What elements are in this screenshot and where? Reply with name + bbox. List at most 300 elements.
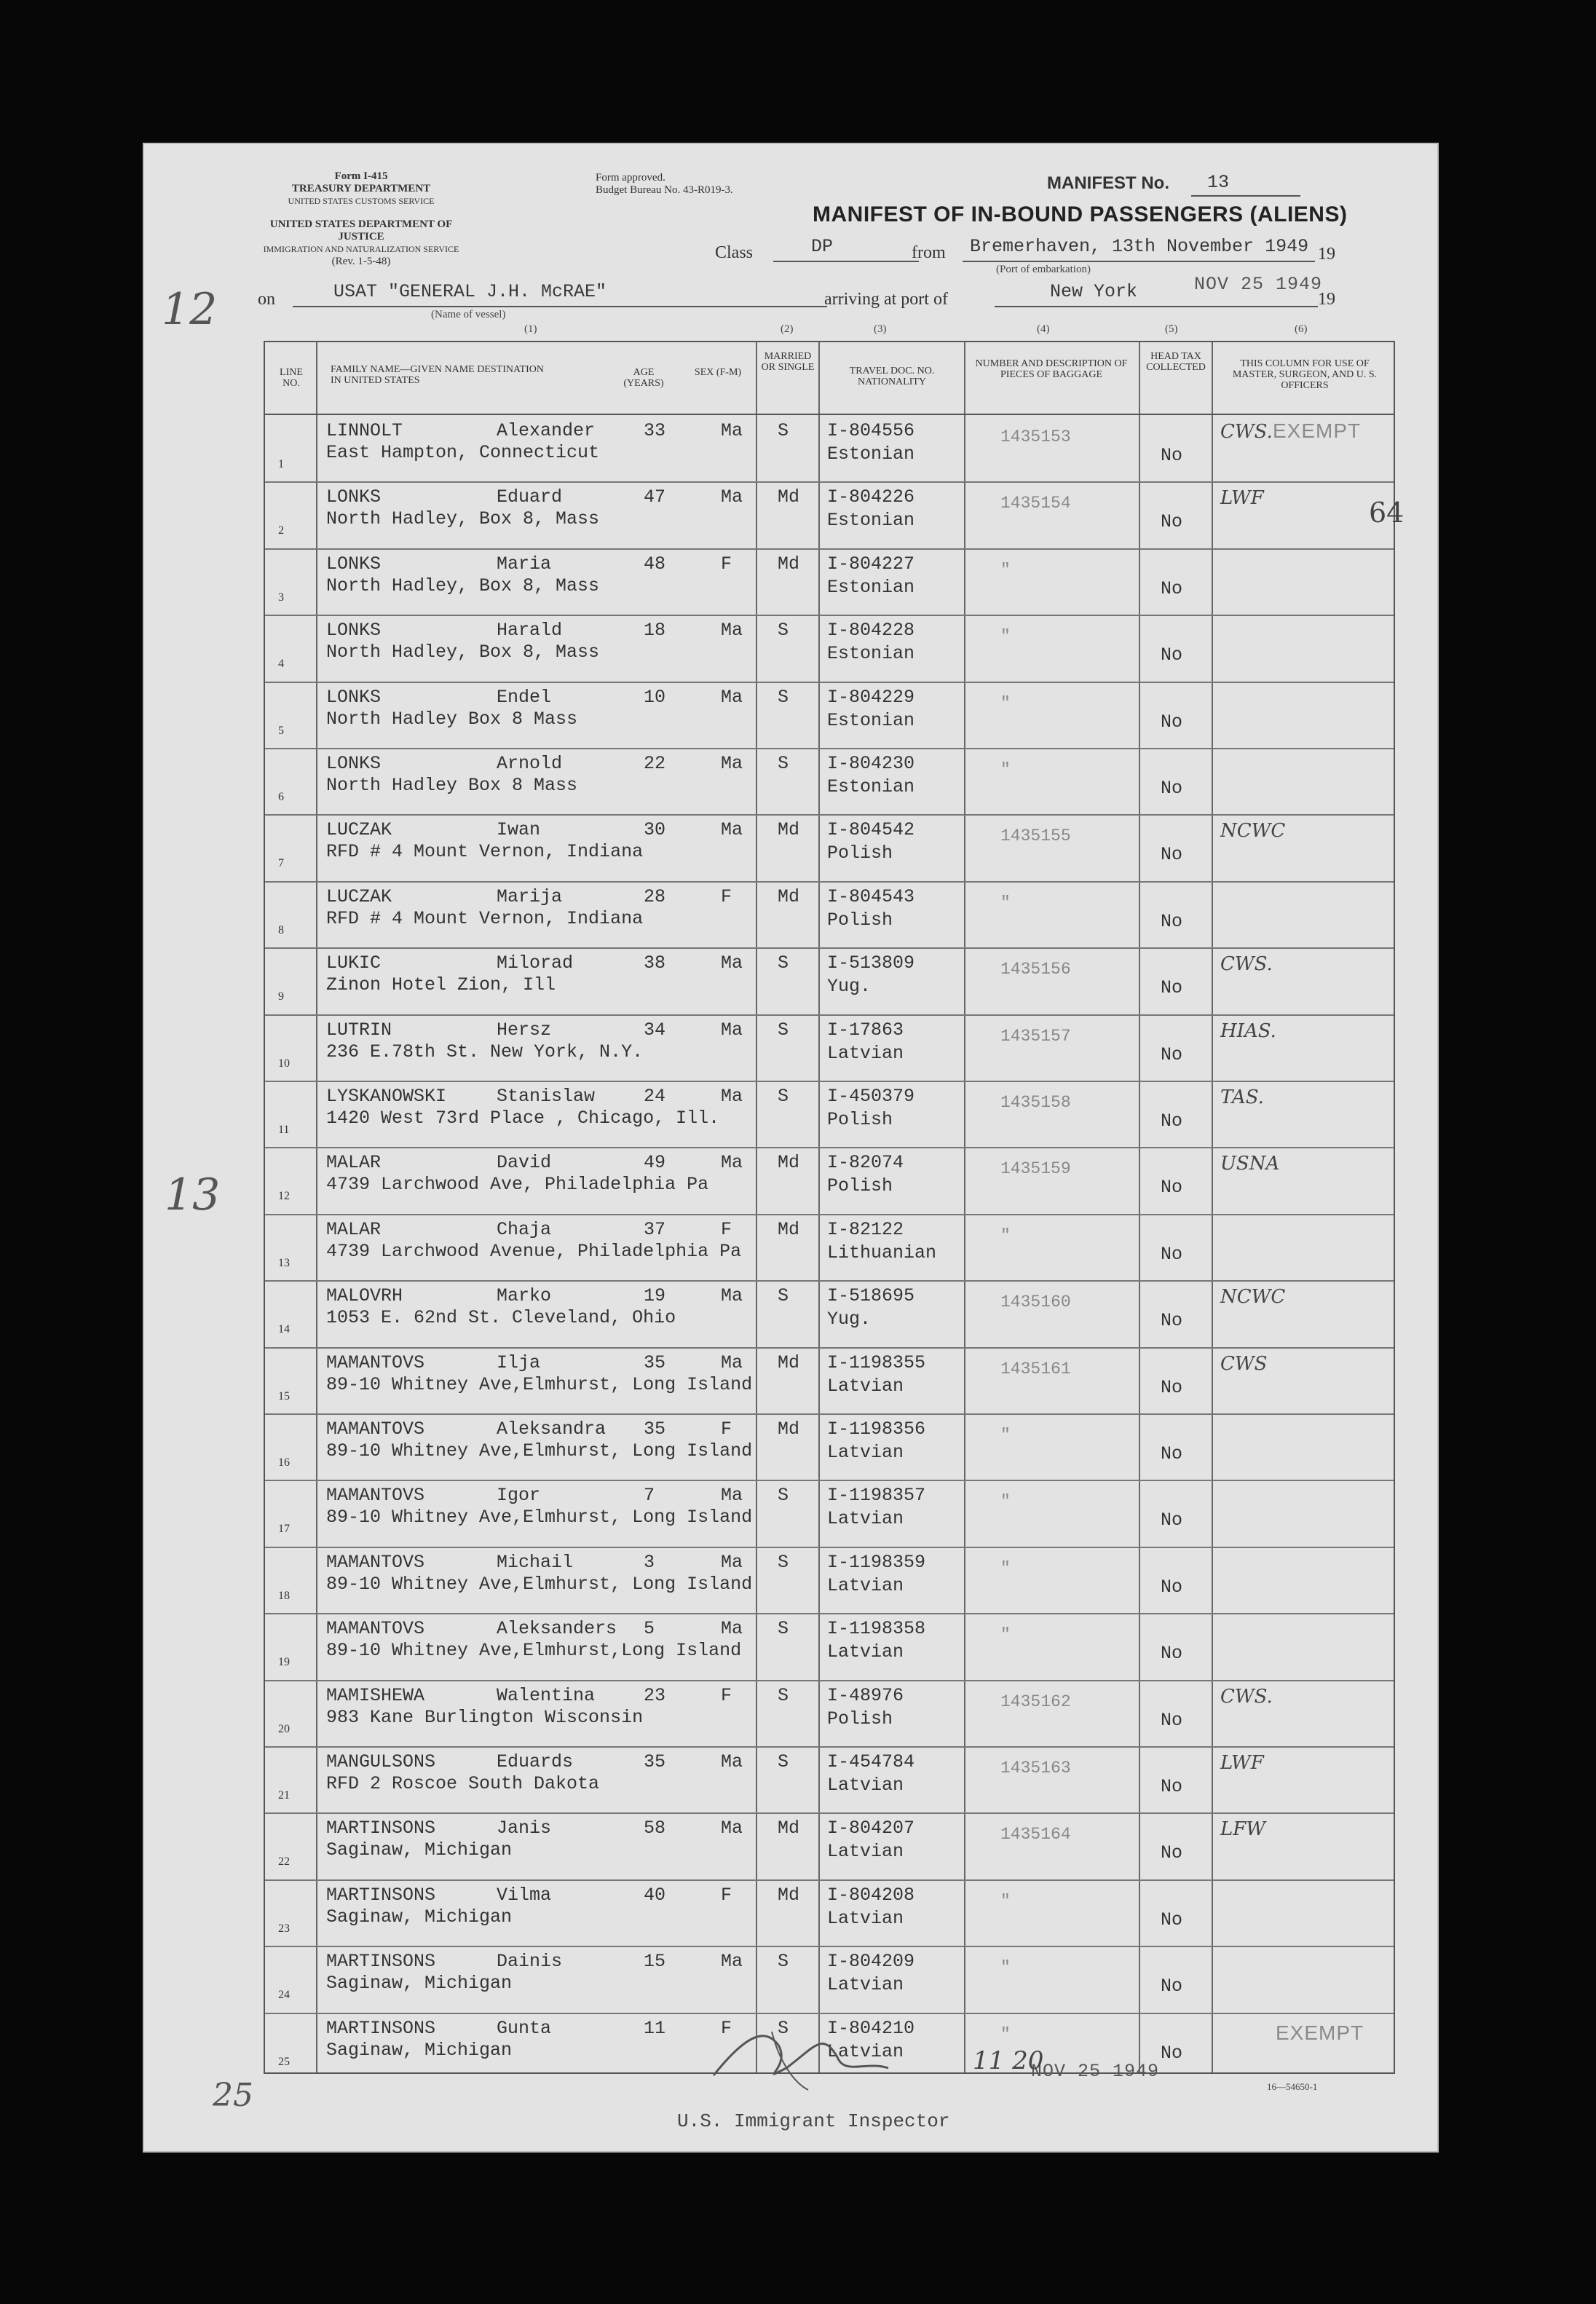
age: 40 xyxy=(644,1884,666,1906)
head-tax: No xyxy=(1161,844,1183,866)
on-label: on xyxy=(258,290,275,309)
age: 5 xyxy=(644,1618,655,1640)
given-name: Milorad xyxy=(497,952,574,974)
baggage: 1435164 xyxy=(1000,1825,1071,1845)
head-tax: No xyxy=(1161,1376,1183,1398)
given-name: Iwan xyxy=(497,819,541,841)
nationality: Polish xyxy=(827,909,893,931)
age: 10 xyxy=(644,686,666,708)
baggage: 1435162 xyxy=(1000,1692,1071,1711)
header-head-tax: HEAD TAX COLLECTED xyxy=(1146,351,1206,373)
nationality: Estonian xyxy=(827,643,915,665)
baggage: " xyxy=(1000,893,1011,912)
age: 15 xyxy=(644,1951,666,1973)
travel-doc-no: I-1198357 xyxy=(827,1485,926,1507)
head-tax: No xyxy=(1161,644,1183,666)
destination: RFD 2 Roscoe South Dakota xyxy=(326,1773,600,1794)
margin-number-13: 13 xyxy=(165,1169,221,1220)
marital-status: S xyxy=(778,686,789,708)
destination: North Hadley Box 8 Mass xyxy=(326,775,578,796)
given-name: Eduard xyxy=(497,486,563,508)
head-tax: No xyxy=(1161,910,1183,932)
age: 28 xyxy=(644,885,666,907)
nationality: Yug. xyxy=(827,1309,872,1330)
header-travel-doc: TRAVEL DOC. NO. NATIONALITY xyxy=(849,366,935,387)
justice-dept: UNITED STATES DEPARTMENT OF JUSTICE xyxy=(269,218,453,242)
head-tax: No xyxy=(1161,577,1183,599)
row-separator xyxy=(265,1280,1394,1282)
travel-doc-no: I-454784 xyxy=(827,1751,915,1772)
header-officers: THIS COLUMN FOR USE OF MASTER, SURGEON, AND U. S. OFFICERS xyxy=(1232,358,1378,391)
head-tax: No xyxy=(1161,1443,1183,1464)
given-name: Harald xyxy=(497,620,563,642)
header-married: MARRIED OR SINGLE xyxy=(761,351,815,373)
row-separator xyxy=(265,1547,1394,1548)
destination: North Hadley Box 8 Mass xyxy=(326,708,578,730)
travel-doc-no: I-804543 xyxy=(827,885,915,907)
given-name: Walentina xyxy=(497,1684,596,1706)
arrival-date-stamp: NOV 25 1949 xyxy=(1194,274,1323,295)
row-separator xyxy=(265,1746,1394,1748)
age: 49 xyxy=(644,1152,666,1174)
baggage: " xyxy=(1000,1492,1011,1512)
given-name: Marija xyxy=(497,885,563,907)
head-tax: No xyxy=(1161,778,1183,799)
given-name: Maria xyxy=(497,553,552,575)
form-number: Form I-415 xyxy=(334,170,388,182)
nationality: Polish xyxy=(827,1708,893,1729)
given-name: Gunta xyxy=(497,2017,552,2039)
travel-doc-no: I-1198358 xyxy=(827,1618,926,1640)
head-tax: No xyxy=(1161,511,1183,533)
baggage: " xyxy=(1000,1891,1011,1911)
marital-status: S xyxy=(778,1285,789,1307)
destination: North Hadley, Box 8, Mass xyxy=(326,508,600,530)
line-number: 4 xyxy=(278,658,284,671)
row-separator xyxy=(265,1946,1394,1947)
sex: Ma xyxy=(721,686,743,708)
family-name: LONKS xyxy=(326,553,382,575)
destination: 4739 Larchwood Ave, Philadelphia Pa xyxy=(326,1174,709,1196)
class-label: Class xyxy=(715,243,754,262)
head-tax: No xyxy=(1161,445,1183,466)
age: 7 xyxy=(644,1485,655,1507)
nationality: Latvian xyxy=(827,1974,904,1996)
line-number: 13 xyxy=(278,1256,290,1269)
exempt-stamp-bottom: EXEMPT xyxy=(1276,2021,1364,2044)
from-value: Bremerhaven, 13th November 1949 xyxy=(970,236,1309,257)
travel-doc-no: I-804208 xyxy=(827,1884,915,1906)
family-name: MARTINSONS xyxy=(326,1818,436,1839)
destination: Saginaw, Michigan xyxy=(326,1973,513,1995)
col-number-1: (1) xyxy=(524,323,537,335)
officer-note: HIAS. xyxy=(1220,1019,1276,1042)
officer-note: LWF xyxy=(1220,487,1264,510)
treasury-dept: TREASURY DEPARTMENT xyxy=(291,183,431,194)
sex: Ma xyxy=(721,1618,743,1640)
form-agency-block xyxy=(252,170,470,208)
row-separator xyxy=(265,881,1394,883)
inspector-signature xyxy=(699,2017,917,2097)
baggage: 1435163 xyxy=(1000,1759,1071,1778)
marital-status: Md xyxy=(778,553,800,575)
officer-note: LFW xyxy=(1220,1818,1266,1841)
marital-status: Md xyxy=(778,486,800,508)
head-tax: No xyxy=(1161,1043,1183,1065)
given-name: Endel xyxy=(497,686,552,708)
line-number: 5 xyxy=(278,724,284,737)
head-tax: No xyxy=(1161,1842,1183,1864)
sex: Ma xyxy=(721,1352,743,1373)
row-separator xyxy=(265,1214,1394,1215)
nationality: Lithuanian xyxy=(827,1242,937,1263)
age: 19 xyxy=(644,1285,666,1307)
nationality: Latvian xyxy=(827,1574,904,1596)
head-tax: No xyxy=(1161,1709,1183,1731)
given-name: David xyxy=(497,1152,552,1174)
marital-status: S xyxy=(778,1086,789,1107)
family-name: LUCZAK xyxy=(326,819,392,841)
destination: 89-10 Whitney Ave,Elmhurst, Long Island xyxy=(326,1373,753,1395)
travel-doc-no: I-1198356 xyxy=(827,1419,926,1440)
age: 11 xyxy=(644,2017,666,2039)
head-tax: No xyxy=(1161,2042,1183,2064)
baggage: 1435155 xyxy=(1000,826,1071,846)
head-tax: No xyxy=(1161,1243,1183,1265)
travel-doc-no: I-804226 xyxy=(827,486,915,508)
marital-status: S xyxy=(778,1485,789,1507)
sex: F xyxy=(721,2017,732,2039)
officer-note: USNA xyxy=(1220,1153,1280,1175)
family-name: LUKIC xyxy=(326,952,382,974)
port-year-suffix: 19 xyxy=(1318,290,1335,309)
justice-block xyxy=(252,218,470,268)
row-separator xyxy=(265,748,1394,749)
baggage: 1435157 xyxy=(1000,1026,1071,1046)
line-number: 19 xyxy=(278,1656,290,1669)
travel-doc-no: I-804210 xyxy=(827,2017,915,2039)
destination: North Hadley, Box 8, Mass xyxy=(326,575,600,596)
header-name: FAMILY NAME—GIVEN NAME DESTINATION IN UNITED STATES xyxy=(331,364,544,386)
nationality: Polish xyxy=(827,843,893,864)
line-number: 20 xyxy=(278,1722,290,1735)
row-separator xyxy=(265,615,1394,616)
sex: F xyxy=(721,1884,732,1906)
family-name: MAMANTOVS xyxy=(326,1352,425,1373)
travel-doc-no: I-804230 xyxy=(827,753,915,774)
manifest-no-value: 13 xyxy=(1207,172,1230,193)
port-embarkation-caption: (Port of embarkation) xyxy=(996,264,1091,275)
header-baggage: NUMBER AND DESCRIPTION OF PIECES OF BAGGAGE xyxy=(975,358,1128,380)
form-code: 16—54650-1 xyxy=(1267,2081,1318,2092)
given-name: Marko xyxy=(497,1285,552,1307)
row-separator xyxy=(265,1147,1394,1148)
head-tax: No xyxy=(1161,1177,1183,1199)
travel-doc-no: I-804228 xyxy=(827,620,915,642)
travel-doc-no: I-82074 xyxy=(827,1152,904,1174)
nationality: Latvian xyxy=(827,1775,904,1796)
sex: Ma xyxy=(721,1285,743,1307)
sex: Ma xyxy=(721,1951,743,1973)
marital-status: Md xyxy=(778,1218,800,1240)
header-line-no: LINE NO. xyxy=(280,367,303,389)
header-age: AGE (YEARS) xyxy=(623,367,664,389)
from-year-suffix: 19 xyxy=(1318,245,1335,264)
form-approved: Form approved. xyxy=(596,172,665,184)
travel-doc-no: I-804227 xyxy=(827,553,915,575)
officer-note: CWS. xyxy=(1220,953,1273,976)
baggage: 1435153 xyxy=(1000,427,1071,446)
nationality: Latvian xyxy=(827,2040,904,2062)
baggage: 1435154 xyxy=(1000,494,1071,513)
marital-status: Md xyxy=(778,1884,800,1906)
baggage: " xyxy=(1000,760,1011,779)
sex: Ma xyxy=(721,1751,743,1772)
destination: 89-10 Whitney Ave,Elmhurst,Long Island xyxy=(326,1640,742,1662)
row-separator xyxy=(265,1680,1394,1681)
row-separator xyxy=(265,814,1394,816)
line-number: 24 xyxy=(278,1989,290,2002)
marital-status: Md xyxy=(778,819,800,841)
marital-status: Md xyxy=(778,885,800,907)
travel-doc-no: I-518695 xyxy=(827,1285,915,1307)
row-separator xyxy=(265,682,1394,683)
officer-note: CWS. xyxy=(1220,421,1273,443)
baggage: " xyxy=(1000,627,1011,647)
passenger-table xyxy=(264,323,1395,2092)
travel-doc-no: I-1198355 xyxy=(827,1352,926,1373)
row-separator xyxy=(265,1812,1394,1814)
col-number-3: (3) xyxy=(874,323,887,335)
given-name: Eduards xyxy=(497,1751,574,1772)
destination: 1420 West 73rd Place , Chicago, Ill. xyxy=(326,1108,720,1129)
manifest-no-line xyxy=(1191,195,1300,197)
marital-status: S xyxy=(778,1618,789,1640)
travel-doc-no: I-804209 xyxy=(827,1951,915,1973)
family-name: LONKS xyxy=(326,753,382,774)
line-number: 9 xyxy=(278,990,284,1003)
baggage: " xyxy=(1000,1958,1011,1978)
family-name: MALAR xyxy=(326,1152,382,1174)
line-number: 1 xyxy=(278,458,284,470)
officer-note: CWS xyxy=(1220,1352,1268,1375)
age: 22 xyxy=(644,753,666,774)
head-tax: No xyxy=(1161,977,1183,999)
age: 58 xyxy=(644,1818,666,1839)
manifest-title: MANIFEST OF IN-BOUND PASSENGERS (ALIENS) xyxy=(813,202,1348,226)
travel-doc-no: I-82122 xyxy=(827,1218,904,1240)
family-name: MAMISHEWA xyxy=(326,1684,425,1706)
age: 34 xyxy=(644,1019,666,1041)
given-name: Alexander xyxy=(497,420,596,441)
nationality: Estonian xyxy=(827,709,915,731)
line-number: 11 xyxy=(278,1124,290,1136)
head-tax: No xyxy=(1161,711,1183,733)
head-tax: No xyxy=(1161,1909,1183,1930)
line-number: 18 xyxy=(278,1589,290,1602)
nationality: Latvian xyxy=(827,1375,904,1397)
baggage: " xyxy=(1000,2024,1011,2044)
line-number: 22 xyxy=(278,1855,290,1869)
line-number: 21 xyxy=(278,1789,290,1802)
sex: Ma xyxy=(721,486,743,508)
family-name: MAMANTOVS xyxy=(326,1618,425,1640)
from-label: from xyxy=(912,243,946,262)
age: 48 xyxy=(644,553,666,575)
sex: Ma xyxy=(721,1485,743,1507)
age: 3 xyxy=(644,1551,655,1573)
destination: 1053 E. 62nd St. Cleveland, Ohio xyxy=(326,1307,676,1329)
marital-status: S xyxy=(778,1019,789,1041)
line-number: 10 xyxy=(278,1057,290,1070)
marital-status: S xyxy=(778,620,789,642)
line-number: 12 xyxy=(278,1190,290,1203)
given-name: Aleksandra xyxy=(497,1419,607,1440)
exempt-stamp-top: EXEMPT xyxy=(1273,419,1362,442)
baggage: 1435159 xyxy=(1000,1159,1071,1179)
family-name: LUCZAK xyxy=(326,885,392,907)
baggage: 1435158 xyxy=(1000,1093,1071,1112)
given-name: Vilma xyxy=(497,1884,552,1906)
col-number-6: (6) xyxy=(1295,323,1308,335)
age: 30 xyxy=(644,819,666,841)
head-tax: No xyxy=(1161,1310,1183,1332)
given-name: Chaja xyxy=(497,1218,552,1240)
line-number: 7 xyxy=(278,857,284,870)
age: 38 xyxy=(644,952,666,974)
marital-status: S xyxy=(778,2017,789,2039)
family-name: MARTINSONS xyxy=(326,1951,436,1973)
age: 33 xyxy=(644,420,666,441)
sex: Ma xyxy=(721,1152,743,1174)
nationality: Latvian xyxy=(827,1907,904,1929)
marital-status: Md xyxy=(778,1419,800,1440)
marital-status: Md xyxy=(778,1152,800,1174)
destination: Saginaw, Michigan xyxy=(326,1839,513,1861)
line-number: 25 xyxy=(278,2055,290,2068)
row-separator xyxy=(265,2013,1394,2014)
baggage: 1435156 xyxy=(1000,960,1071,979)
baggage: " xyxy=(1000,1558,1011,1578)
sex: Ma xyxy=(721,952,743,974)
given-name: Stanislaw xyxy=(497,1086,596,1107)
nationality: Latvian xyxy=(827,1042,904,1064)
row-separator xyxy=(265,1347,1394,1349)
destination: 983 Kane Burlington Wisconsin xyxy=(326,1706,644,1728)
line-number: 3 xyxy=(278,591,284,604)
line-number: 17 xyxy=(278,1523,290,1536)
class-line xyxy=(773,261,919,262)
line-number: 8 xyxy=(278,923,284,936)
line-number: 6 xyxy=(278,791,284,803)
age: 37 xyxy=(644,1218,666,1240)
col-number-2: (2) xyxy=(781,323,794,335)
marital-status: Md xyxy=(778,1818,800,1839)
given-name: Dainis xyxy=(497,1951,563,1973)
marital-status: S xyxy=(778,420,789,441)
sex: F xyxy=(721,553,732,575)
destination: RFD # 4 Mount Vernon, Indiana xyxy=(326,841,644,863)
given-name: Ilja xyxy=(497,1352,541,1373)
marital-status: S xyxy=(778,1684,789,1706)
nationality: Polish xyxy=(827,1175,893,1197)
officer-note: TAS. xyxy=(1220,1086,1264,1108)
sex: Ma xyxy=(721,1086,743,1107)
baggage: " xyxy=(1000,1226,1011,1245)
given-name: Aleksanders xyxy=(497,1618,617,1640)
age: 35 xyxy=(644,1751,666,1772)
arriving-label: arriving at port of xyxy=(824,290,948,309)
destination: East Hampton, Connecticut xyxy=(326,442,600,463)
destination: Zinon Hotel Zion, Ill xyxy=(326,974,556,996)
row-separator xyxy=(265,1480,1394,1481)
sex: Ma xyxy=(721,819,743,841)
travel-doc-no: I-17863 xyxy=(827,1019,904,1041)
family-name: LINNOLT xyxy=(326,420,403,441)
given-name: Janis xyxy=(497,1818,552,1839)
ins-service: IMMIGRATION AND NATURALIZATION SERVICE xyxy=(263,244,459,254)
sex: Ma xyxy=(721,420,743,441)
manifest-no-label: MANIFEST No. xyxy=(1047,173,1169,193)
baggage: 1435161 xyxy=(1000,1359,1071,1378)
nationality: Latvian xyxy=(827,1508,904,1530)
row-separator xyxy=(265,1879,1394,1881)
head-tax: No xyxy=(1161,1510,1183,1531)
destination: 89-10 Whitney Ave,Elmhurst, Long Island xyxy=(326,1507,753,1528)
marital-status: S xyxy=(778,1951,789,1973)
destination: 89-10 Whitney Ave,Elmhurst, Long Island xyxy=(326,1573,753,1595)
age: 23 xyxy=(644,1684,666,1706)
sex: F xyxy=(721,1218,732,1240)
revision: (Rev. 1-5-48) xyxy=(331,256,391,267)
destination: 4739 Larchwood Avenue, Philadelphia Pa xyxy=(326,1240,742,1262)
travel-doc-no: I-804229 xyxy=(827,686,915,708)
destination: 89-10 Whitney Ave,Elmhurst, Long Island xyxy=(326,1440,753,1461)
nationality: Estonian xyxy=(827,576,915,598)
travel-doc-no: I-48976 xyxy=(827,1684,904,1706)
row-separator xyxy=(265,1014,1394,1016)
age: 47 xyxy=(644,486,666,508)
customs-service: UNITED STATES CUSTOMS SERVICE xyxy=(288,196,435,206)
age: 35 xyxy=(644,1352,666,1373)
margin-count-64: 64 xyxy=(1369,497,1405,529)
baggage: " xyxy=(1000,1625,1011,1645)
given-name: Igor xyxy=(497,1485,541,1507)
baggage: 1435160 xyxy=(1000,1293,1071,1312)
line-number: 16 xyxy=(278,1456,290,1469)
nationality: Estonian xyxy=(827,443,915,465)
line-number: 23 xyxy=(278,1922,290,1935)
head-tax: No xyxy=(1161,1976,1183,1997)
officer-note: CWS. xyxy=(1220,1685,1273,1708)
officer-note: LWF xyxy=(1220,1752,1264,1774)
officer-note: NCWC xyxy=(1220,820,1286,843)
family-name: MALAR xyxy=(326,1218,382,1240)
family-name: MAMANTOVS xyxy=(326,1551,425,1573)
head-tax: No xyxy=(1161,1776,1183,1797)
nationality: Estonian xyxy=(827,776,915,797)
family-name: MARTINSONS xyxy=(326,2017,436,2039)
line-number: 2 xyxy=(278,524,284,537)
travel-doc-no: I-804542 xyxy=(827,819,915,841)
sex: Ma xyxy=(721,1818,743,1839)
arrival-port: New York xyxy=(1050,281,1138,302)
nationality: Latvian xyxy=(827,1641,904,1663)
travel-doc-no: I-804207 xyxy=(827,1818,915,1839)
destination: RFD # 4 Mount Vernon, Indiana xyxy=(326,907,644,929)
destination: North Hadley, Box 8, Mass xyxy=(326,642,600,663)
marital-status: S xyxy=(778,1551,789,1573)
